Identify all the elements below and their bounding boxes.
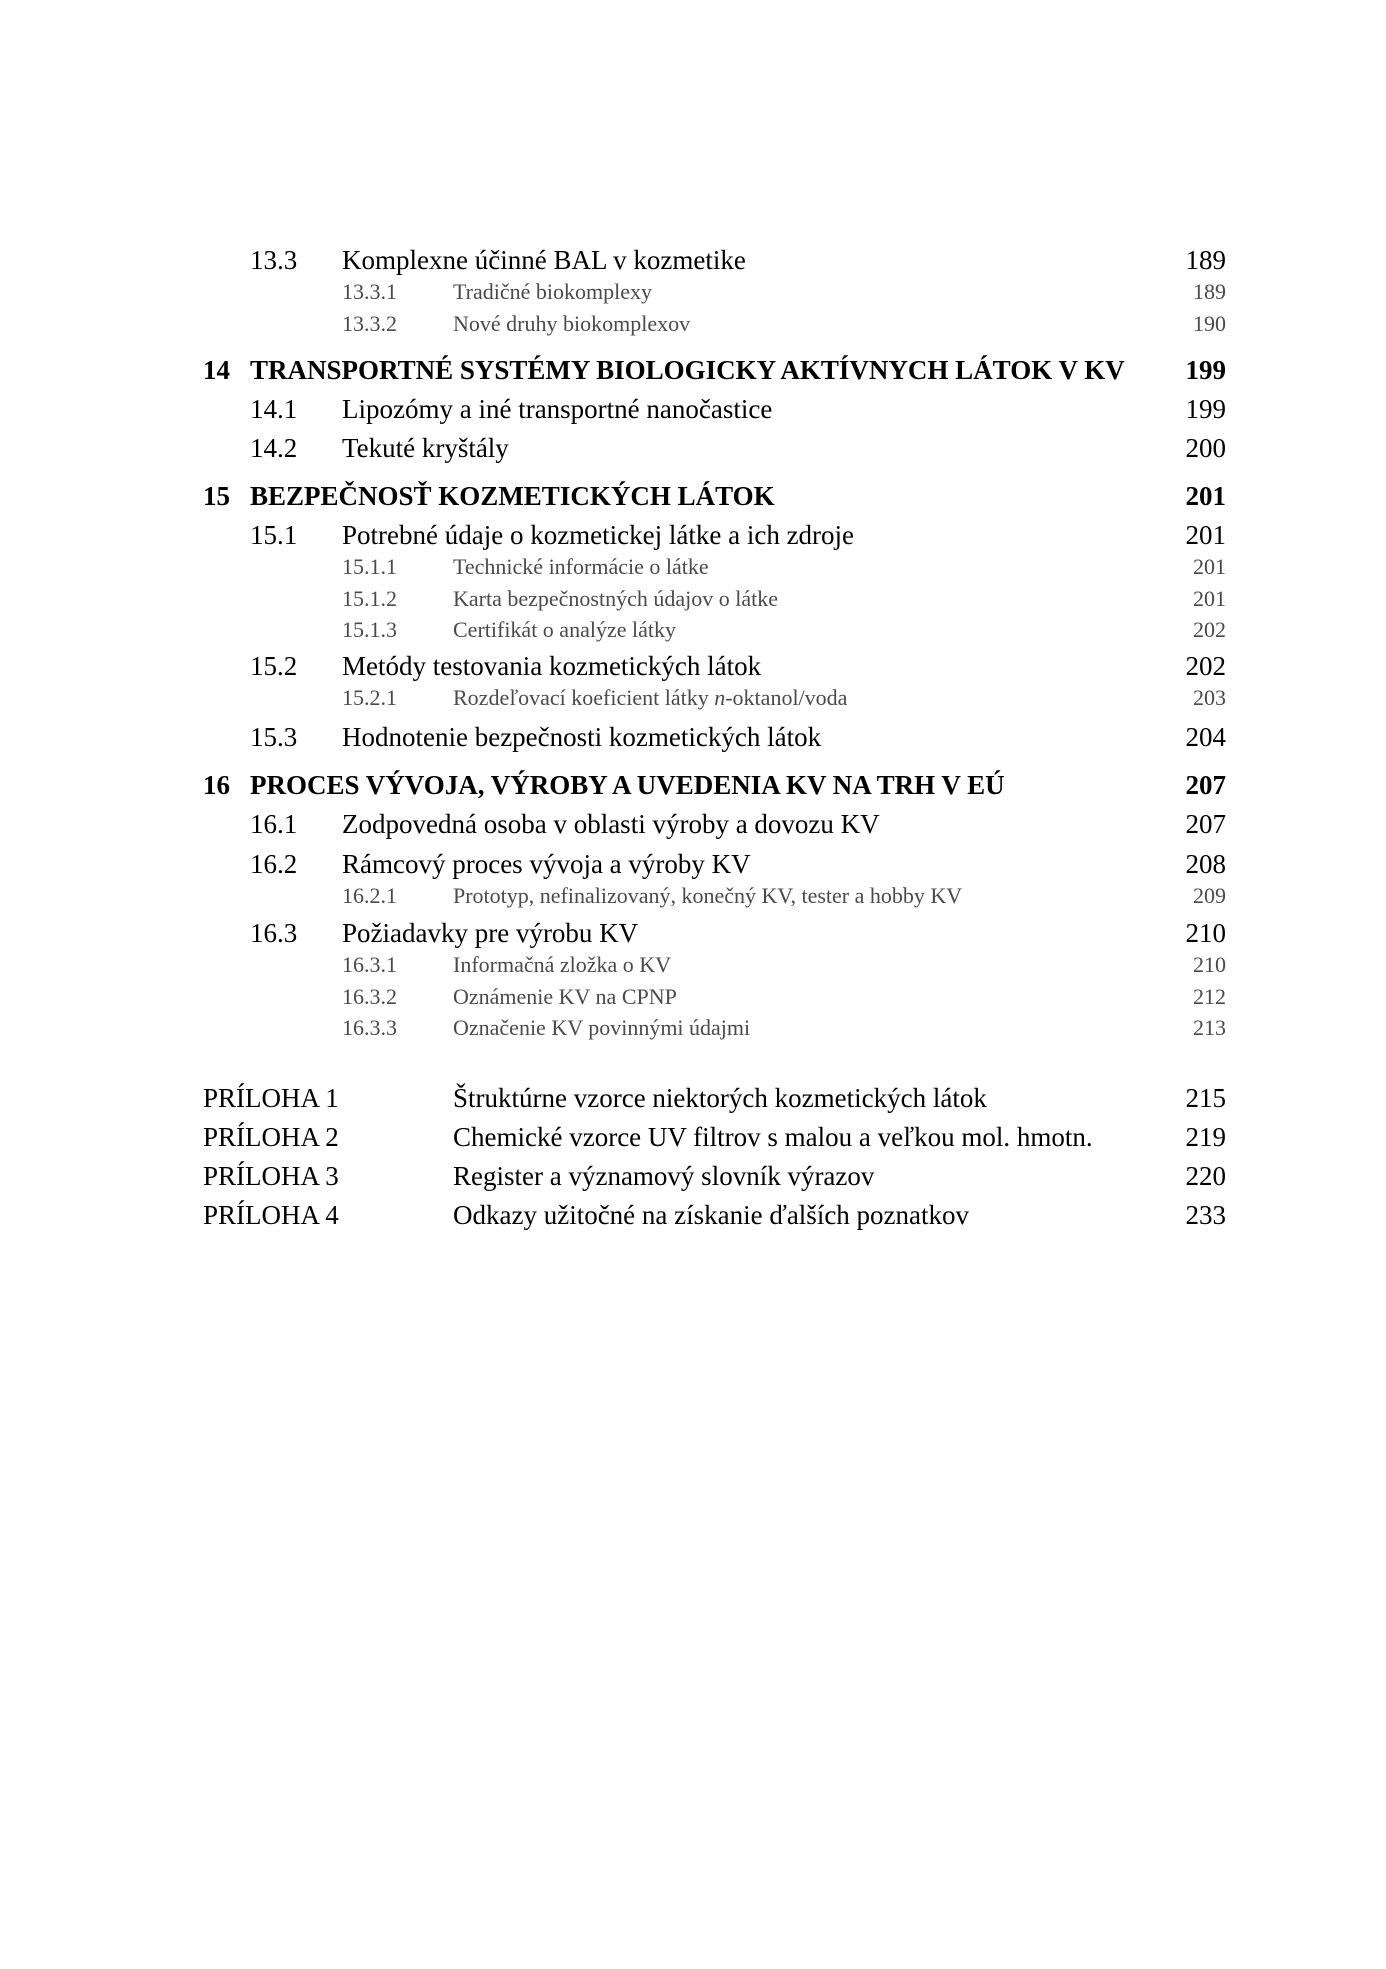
- section-title: Metódy testovania kozmetických látok: [342, 651, 762, 681]
- toc-appendix-4: [0, 1197, 1386, 1233]
- appendix-title: Štruktúrne vzorce niektorých kozmetických látok: [453, 1083, 987, 1113]
- toc-entry-16-3-1: [0, 950, 1386, 980]
- section-number: 14.1: [250, 394, 298, 424]
- page-number: 204: [1185, 722, 1226, 752]
- section-title: Zodpovedná osoba v oblasti výroby a dovozu KV: [342, 809, 880, 839]
- subsection-number: 15.2.1: [342, 685, 397, 710]
- toc-entry-16-3-3: [0, 1013, 1386, 1043]
- section-title: Lipozómy a iné transportné nanočastice: [342, 394, 773, 424]
- appendix-title: Chemické vzorce UV filtrov s malou a veľkou mol. hmotn.: [453, 1122, 1093, 1152]
- section-title: Potrebné údaje o kozmetickej látke a ich zdroje: [342, 520, 855, 550]
- toc-entry-15-1: [0, 517, 1386, 553]
- section-number: 16.3: [250, 918, 298, 948]
- appendix-label: PRÍLOHA 4: [203, 1200, 339, 1230]
- subsection-number: 13.3.1: [342, 279, 397, 304]
- subsection-title: Tradičné biokomplexy: [453, 279, 652, 304]
- page-number: 215: [1185, 1083, 1226, 1113]
- section-title: Komplexne účinné BAL v kozmetike: [342, 245, 746, 275]
- subsection-number: 16.3.1: [342, 952, 397, 977]
- toc-chapter-15: [0, 478, 1386, 514]
- page-number: 202: [1193, 617, 1226, 642]
- subsection-number: 16.2.1: [342, 883, 397, 908]
- page-number: 199: [1185, 355, 1226, 385]
- section-number: 15.3: [250, 722, 298, 752]
- subsection-number: 15.1.1: [342, 554, 397, 579]
- subsection-number: 13.3.2: [342, 311, 397, 336]
- toc-entry-16-3: [0, 915, 1386, 951]
- page-number: 201: [1185, 481, 1226, 511]
- toc-appendix-1: [0, 1080, 1386, 1116]
- subsection-title: Oznámenie KV na CPNP: [453, 984, 677, 1009]
- section-title: Hodnotenie bezpečnosti kozmetických látok: [342, 722, 822, 752]
- page-number: 220: [1185, 1161, 1226, 1191]
- section-number: 15.2: [250, 651, 298, 681]
- title-text-italic: n: [714, 685, 726, 710]
- page-number: 212: [1193, 984, 1226, 1009]
- chapter-number: 14: [203, 355, 230, 385]
- toc-chapter-14: [0, 352, 1386, 388]
- toc-entry-16-2: [0, 846, 1386, 882]
- toc-entry-15-3: [0, 719, 1386, 755]
- subsection-number: 15.1.2: [342, 586, 397, 611]
- chapter-number: 16: [203, 770, 230, 800]
- toc-entry-15-1-3: [0, 615, 1386, 645]
- page-number: 209: [1193, 883, 1226, 908]
- toc-entry-16-3-2: [0, 982, 1386, 1012]
- section-number: 14.2: [250, 433, 298, 463]
- toc-entry-15-2-1: [0, 683, 1386, 713]
- toc-entry-14-2: [0, 430, 1386, 466]
- chapter-title: BEZPEČNOSŤ KOZMETICKÝCH LÁTOK: [250, 481, 775, 511]
- appendix-label: PRÍLOHA 1: [203, 1083, 339, 1113]
- page-number: 190: [1193, 311, 1226, 336]
- subsection-number: 16.3.3: [342, 1015, 397, 1040]
- subsection-number: 15.1.3: [342, 617, 397, 642]
- subsection-title: Informačná zložka o KV: [453, 952, 672, 977]
- section-number: 16.1: [250, 809, 298, 839]
- section-number: 16.2: [250, 849, 298, 879]
- page-number: 201: [1185, 520, 1226, 550]
- page-number: 213: [1193, 1015, 1226, 1040]
- title-text-pre: Rozdeľovací koeficient látky: [453, 685, 715, 710]
- subsection-title: Technické informácie o látke: [453, 554, 709, 579]
- section-number: 15.1: [250, 520, 298, 550]
- toc-entry-15-2: [0, 648, 1386, 684]
- chapter-number: 15: [203, 481, 230, 511]
- subsection-title: Označenie KV povinnými údajmi: [453, 1015, 751, 1040]
- title-text-post: -oktanol/voda: [725, 685, 848, 710]
- toc-appendix-2: [0, 1119, 1386, 1155]
- section-title: Tekuté kryštály: [342, 433, 509, 463]
- subsection-title: Certifikát o analýze látky: [453, 617, 676, 642]
- section-title: Požiadavky pre výrobu KV: [342, 918, 639, 948]
- section-number: 13.3: [250, 245, 298, 275]
- appendix-title: Register a významový slovník výrazov: [453, 1161, 875, 1191]
- toc-entry-13-3-1: [0, 277, 1386, 307]
- toc-entry-14-1: [0, 391, 1386, 427]
- subsection-title: Nové druhy biokomplexov: [453, 311, 691, 336]
- page-number: 210: [1193, 952, 1226, 977]
- page-number: 202: [1185, 651, 1226, 681]
- toc-appendix-3: [0, 1158, 1386, 1194]
- page-number: 219: [1185, 1122, 1226, 1152]
- toc-chapter-16: [0, 767, 1386, 803]
- subsection-title: [453, 683, 847, 713]
- page-number: 201: [1193, 554, 1226, 579]
- subsection-title: Prototyp, nefinalizovaný, konečný KV, tester a hobby KV: [453, 883, 963, 908]
- page-number: 207: [1185, 770, 1226, 800]
- toc-entry-15-1-1: [0, 552, 1386, 582]
- toc-entry-16-1: [0, 806, 1386, 842]
- toc-entry-16-2-1: [0, 881, 1386, 911]
- page-number: 210: [1185, 918, 1226, 948]
- chapter-title: TRANSPORTNÉ SYSTÉMY BIOLOGICKY AKTÍVNYCH LÁTOK V KV: [250, 355, 1125, 385]
- section-title: Rámcový proces vývoja a výroby KV: [342, 849, 751, 879]
- page-number: 233: [1185, 1200, 1226, 1230]
- appendix-title: Odkazy užitočné na získanie ďalších poznatkov: [453, 1200, 970, 1230]
- appendix-label: PRÍLOHA 3: [203, 1161, 339, 1191]
- page-number: 208: [1185, 849, 1226, 879]
- toc-entry-13-3: [0, 242, 1386, 278]
- page-number: 200: [1185, 433, 1226, 463]
- chapter-title: PROCES VÝVOJA, VÝROBY A UVEDENIA KV NA TRH V EÚ: [250, 770, 1005, 800]
- page-number: 207: [1185, 809, 1226, 839]
- page-number: 189: [1193, 279, 1226, 304]
- page-number: 203: [1193, 685, 1226, 710]
- toc-entry-15-1-2: [0, 584, 1386, 614]
- subsection-number: 16.3.2: [342, 984, 397, 1009]
- page-number: 201: [1193, 586, 1226, 611]
- page-number: 199: [1185, 394, 1226, 424]
- toc-entry-13-3-2: [0, 309, 1386, 339]
- page-number: 189: [1185, 245, 1226, 275]
- subsection-title: Karta bezpečnostných údajov o látke: [453, 586, 778, 611]
- appendix-label: PRÍLOHA 2: [203, 1122, 339, 1152]
